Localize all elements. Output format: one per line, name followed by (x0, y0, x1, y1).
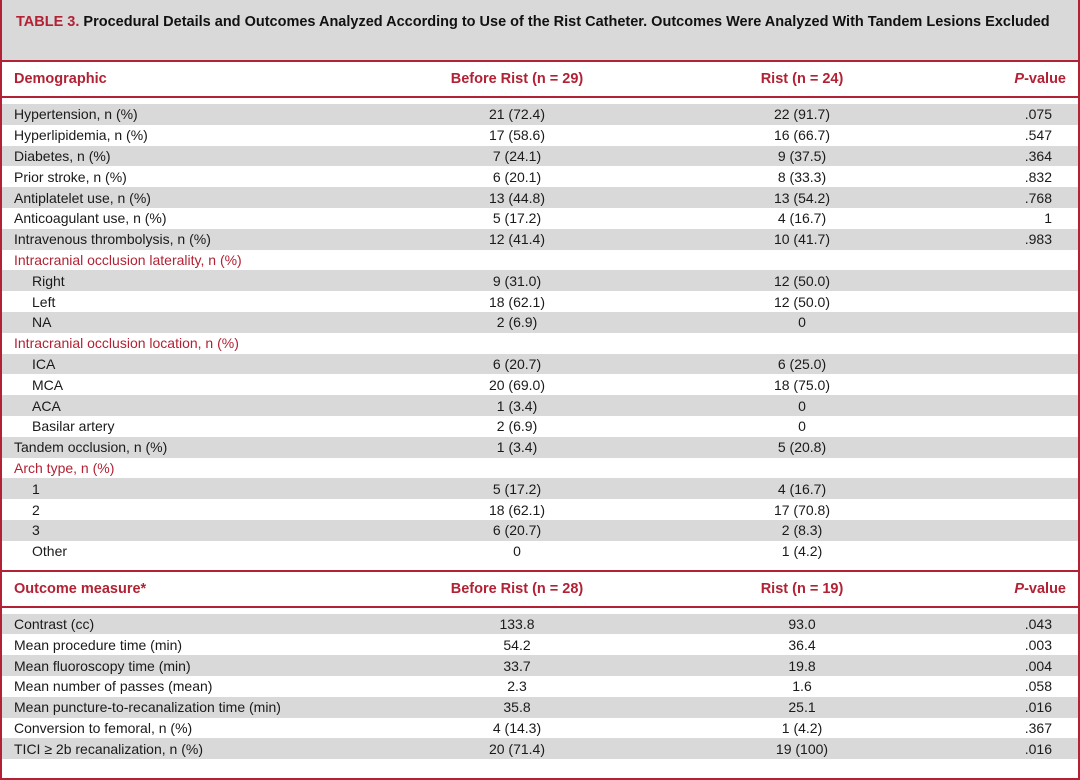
rist-value: 2 (8.3) (662, 520, 942, 541)
table-row (2, 697, 1078, 718)
table-row (2, 125, 1078, 146)
rist-header: Rist (n = 24) (662, 62, 942, 97)
outcome-p-value-suffix: -value (1024, 580, 1066, 597)
table-row (2, 270, 1078, 291)
row-label: Mean fluoroscopy time (min) (2, 655, 372, 676)
table-row (2, 478, 1078, 499)
outcome-p-value-header (942, 572, 1078, 607)
table-row (2, 166, 1078, 187)
row-label: Anticoagulant use, n (%) (14, 210, 167, 227)
before-rist-value: 21 (72.4) (372, 104, 662, 125)
table-row (2, 520, 1078, 541)
row-label: Hyperlipidemia, n (%) (14, 127, 148, 144)
p-value (942, 458, 1078, 479)
row-label: Right (2, 270, 372, 291)
before-rist-value: 35.8 (372, 697, 662, 718)
p-value (942, 354, 1078, 375)
outcome-header-row (2, 572, 1078, 607)
p-value-header (942, 62, 1078, 97)
before-rist-value: 5 (17.2) (492, 210, 542, 227)
before-rist-value: 2 (6.9) (496, 418, 538, 435)
demographic-header-row (2, 62, 1078, 97)
rist-value: 4 (16.7) (662, 478, 942, 499)
outcome-header: Outcome measure* (2, 572, 372, 607)
rist-value: 8 (33.3) (777, 168, 827, 185)
rist-value: 4 (16.7) (777, 210, 827, 227)
rist-value: 6 (25.0) (662, 354, 942, 375)
p-value: .016 (942, 697, 1078, 718)
demographics-body (2, 97, 1078, 562)
p-value (942, 437, 1078, 458)
before-rist-value: 0 (513, 543, 521, 560)
p-value (942, 416, 1078, 437)
table-caption (2, 0, 1078, 62)
row-label: Prior stroke, n (%) (14, 168, 127, 185)
row-label: ACA (2, 395, 372, 416)
p-value: .004 (942, 655, 1078, 676)
table-row (2, 104, 1078, 125)
table-number: TABLE 3. (16, 14, 80, 30)
before-rist-value: 18 (62.1) (488, 293, 546, 310)
table-row (2, 250, 1078, 271)
before-rist-value: 20 (71.4) (372, 738, 662, 759)
row-label: 3 (2, 520, 372, 541)
before-rist-header: Before Rist (n = 29) (372, 62, 662, 97)
table-row (2, 499, 1078, 520)
rist-value (662, 333, 942, 354)
table-row (2, 458, 1078, 479)
rist-value: 19 (100) (662, 738, 942, 759)
group-label: Intracranial occlusion location, n (%) (14, 335, 239, 352)
rist-value: 19.8 (662, 655, 942, 676)
row-label: MCA (32, 376, 64, 393)
table-title: Procedural Details and Outcomes Analyzed According to Use of the Rist Catheter. Outcomes Were Analyzed With Tandem Lesions Excluded (83, 14, 1050, 30)
rist-value: 10 (41.7) (662, 229, 942, 250)
p-value: .367 (1024, 719, 1052, 736)
p-value (942, 395, 1078, 416)
rist-value: 1.6 (792, 678, 812, 695)
row-label: TICI ≥ 2b recanalization, n (%) (2, 738, 372, 759)
table-row (2, 541, 1078, 562)
rist-value: 1 (4.2) (781, 543, 823, 560)
row-label: Left (32, 293, 56, 310)
table-row (2, 655, 1078, 676)
row-label: NA (2, 312, 372, 333)
rist-value: 5 (20.8) (662, 437, 942, 458)
rist-value: 12 (50.0) (773, 293, 831, 310)
table-row (2, 416, 1078, 437)
before-rist-value (372, 333, 662, 354)
before-rist-value: 2.3 (507, 678, 527, 695)
p-value (942, 478, 1078, 499)
before-rist-value (372, 250, 662, 271)
p-value: .832 (1024, 168, 1052, 185)
p-value (942, 374, 1078, 395)
rist-value: 1 (4.2) (781, 719, 823, 736)
p-value: .768 (942, 187, 1078, 208)
before-rist-value: 5 (17.2) (372, 478, 662, 499)
row-label: Intravenous thrombolysis, n (%) (2, 229, 372, 250)
table-row (2, 437, 1078, 458)
p-value (942, 541, 1078, 562)
before-rist-value (372, 458, 662, 479)
table-row (2, 354, 1078, 375)
table-row (2, 187, 1078, 208)
row-label: Mean procedure time (min) (14, 636, 183, 653)
rist-value: 9 (37.5) (662, 146, 942, 167)
row-label: 2 (32, 501, 40, 518)
outcomes-body (2, 607, 1078, 760)
before-rist-value: 4 (14.3) (492, 719, 542, 736)
row-label: Hypertension, n (%) (2, 104, 372, 125)
p-value: 1 (1044, 210, 1052, 227)
rist-value: 93.0 (662, 614, 942, 635)
outcome-before-rist-header: Before Rist (n = 28) (372, 572, 662, 607)
group-label: Intracranial occlusion laterality, n (%) (14, 251, 242, 268)
row-label: Other (32, 543, 68, 560)
before-rist-value: 12 (41.4) (372, 229, 662, 250)
before-rist-value: 1 (3.4) (372, 437, 662, 458)
p-value (942, 270, 1078, 291)
p-value: .547 (1024, 127, 1052, 144)
p-value: .016 (942, 738, 1078, 759)
before-rist-value: 7 (24.1) (372, 146, 662, 167)
rist-value: 0 (662, 312, 942, 333)
rist-value: 36.4 (788, 636, 816, 653)
demographic-header: Demographic (2, 62, 372, 97)
rist-value (662, 458, 942, 479)
p-value (942, 499, 1078, 520)
p-value (942, 520, 1078, 541)
row-label: Antiplatelet use, n (%) (2, 187, 372, 208)
table-row (2, 614, 1078, 635)
before-rist-value: 54.2 (503, 636, 531, 653)
table-row (2, 738, 1078, 759)
p-value (942, 250, 1078, 271)
row-label: Contrast (cc) (2, 614, 372, 635)
row-label: Tandem occlusion, n (%) (2, 437, 372, 458)
rist-value: 16 (66.7) (773, 127, 831, 144)
before-rist-value: 33.7 (372, 655, 662, 676)
before-rist-value: 6 (20.1) (492, 168, 542, 185)
before-rist-value: 6 (20.7) (372, 354, 662, 375)
row-label: Conversion to femoral, n (%) (14, 719, 193, 736)
p-value: .364 (942, 146, 1078, 167)
rist-value: 22 (91.7) (662, 104, 942, 125)
rist-value: 12 (50.0) (662, 270, 942, 291)
row-label: ICA (2, 354, 372, 375)
table-row (2, 374, 1078, 395)
row-label: 1 (2, 478, 372, 499)
table-row (2, 333, 1078, 354)
rist-value: 0 (798, 418, 806, 435)
p-italic: P (1014, 71, 1025, 87)
outcome-rist-header: Rist (n = 19) (662, 572, 942, 607)
group-label: Arch type, n (%) (14, 459, 115, 476)
p-value (942, 291, 1078, 312)
before-rist-value: 17 (58.6) (488, 127, 546, 144)
rist-value (662, 250, 942, 271)
before-rist-value: 6 (20.7) (372, 520, 662, 541)
table-row (2, 229, 1078, 250)
table-row (2, 718, 1078, 739)
p-value: .043 (942, 614, 1078, 635)
p-value (942, 312, 1078, 333)
table-row (2, 312, 1078, 333)
table-row (2, 146, 1078, 167)
row-label: Basilar artery (32, 418, 115, 435)
p-value: .075 (942, 104, 1078, 125)
row-label: Diabetes, n (%) (2, 146, 372, 167)
rist-value: 18 (75.0) (773, 376, 831, 393)
table-row (2, 676, 1078, 697)
rist-value: 17 (70.8) (773, 501, 831, 518)
before-rist-value: 2 (6.9) (372, 312, 662, 333)
results-table (2, 62, 1078, 759)
table-row (2, 395, 1078, 416)
p-value: .058 (1024, 678, 1052, 695)
p-value-suffix: -value (1024, 71, 1066, 87)
before-rist-value: 1 (3.4) (372, 395, 662, 416)
p-value (942, 333, 1078, 354)
p-value: .003 (1024, 636, 1052, 653)
rist-value: 13 (54.2) (662, 187, 942, 208)
table-row (2, 291, 1078, 312)
before-rist-value: 18 (62.1) (488, 501, 546, 518)
before-rist-value: 9 (31.0) (372, 270, 662, 291)
table-row (2, 634, 1078, 655)
rist-value: 25.1 (662, 697, 942, 718)
table-row (2, 208, 1078, 229)
before-rist-value: 133.8 (372, 614, 662, 635)
p-value: .983 (942, 229, 1078, 250)
before-rist-value: 20 (69.0) (488, 376, 546, 393)
outcome-p-italic: P (1014, 580, 1025, 597)
row-label: Mean number of passes (mean) (14, 678, 213, 695)
row-label: Mean puncture-to-recanalization time (min) (2, 697, 372, 718)
before-rist-value: 13 (44.8) (372, 187, 662, 208)
rist-value: 0 (662, 395, 942, 416)
